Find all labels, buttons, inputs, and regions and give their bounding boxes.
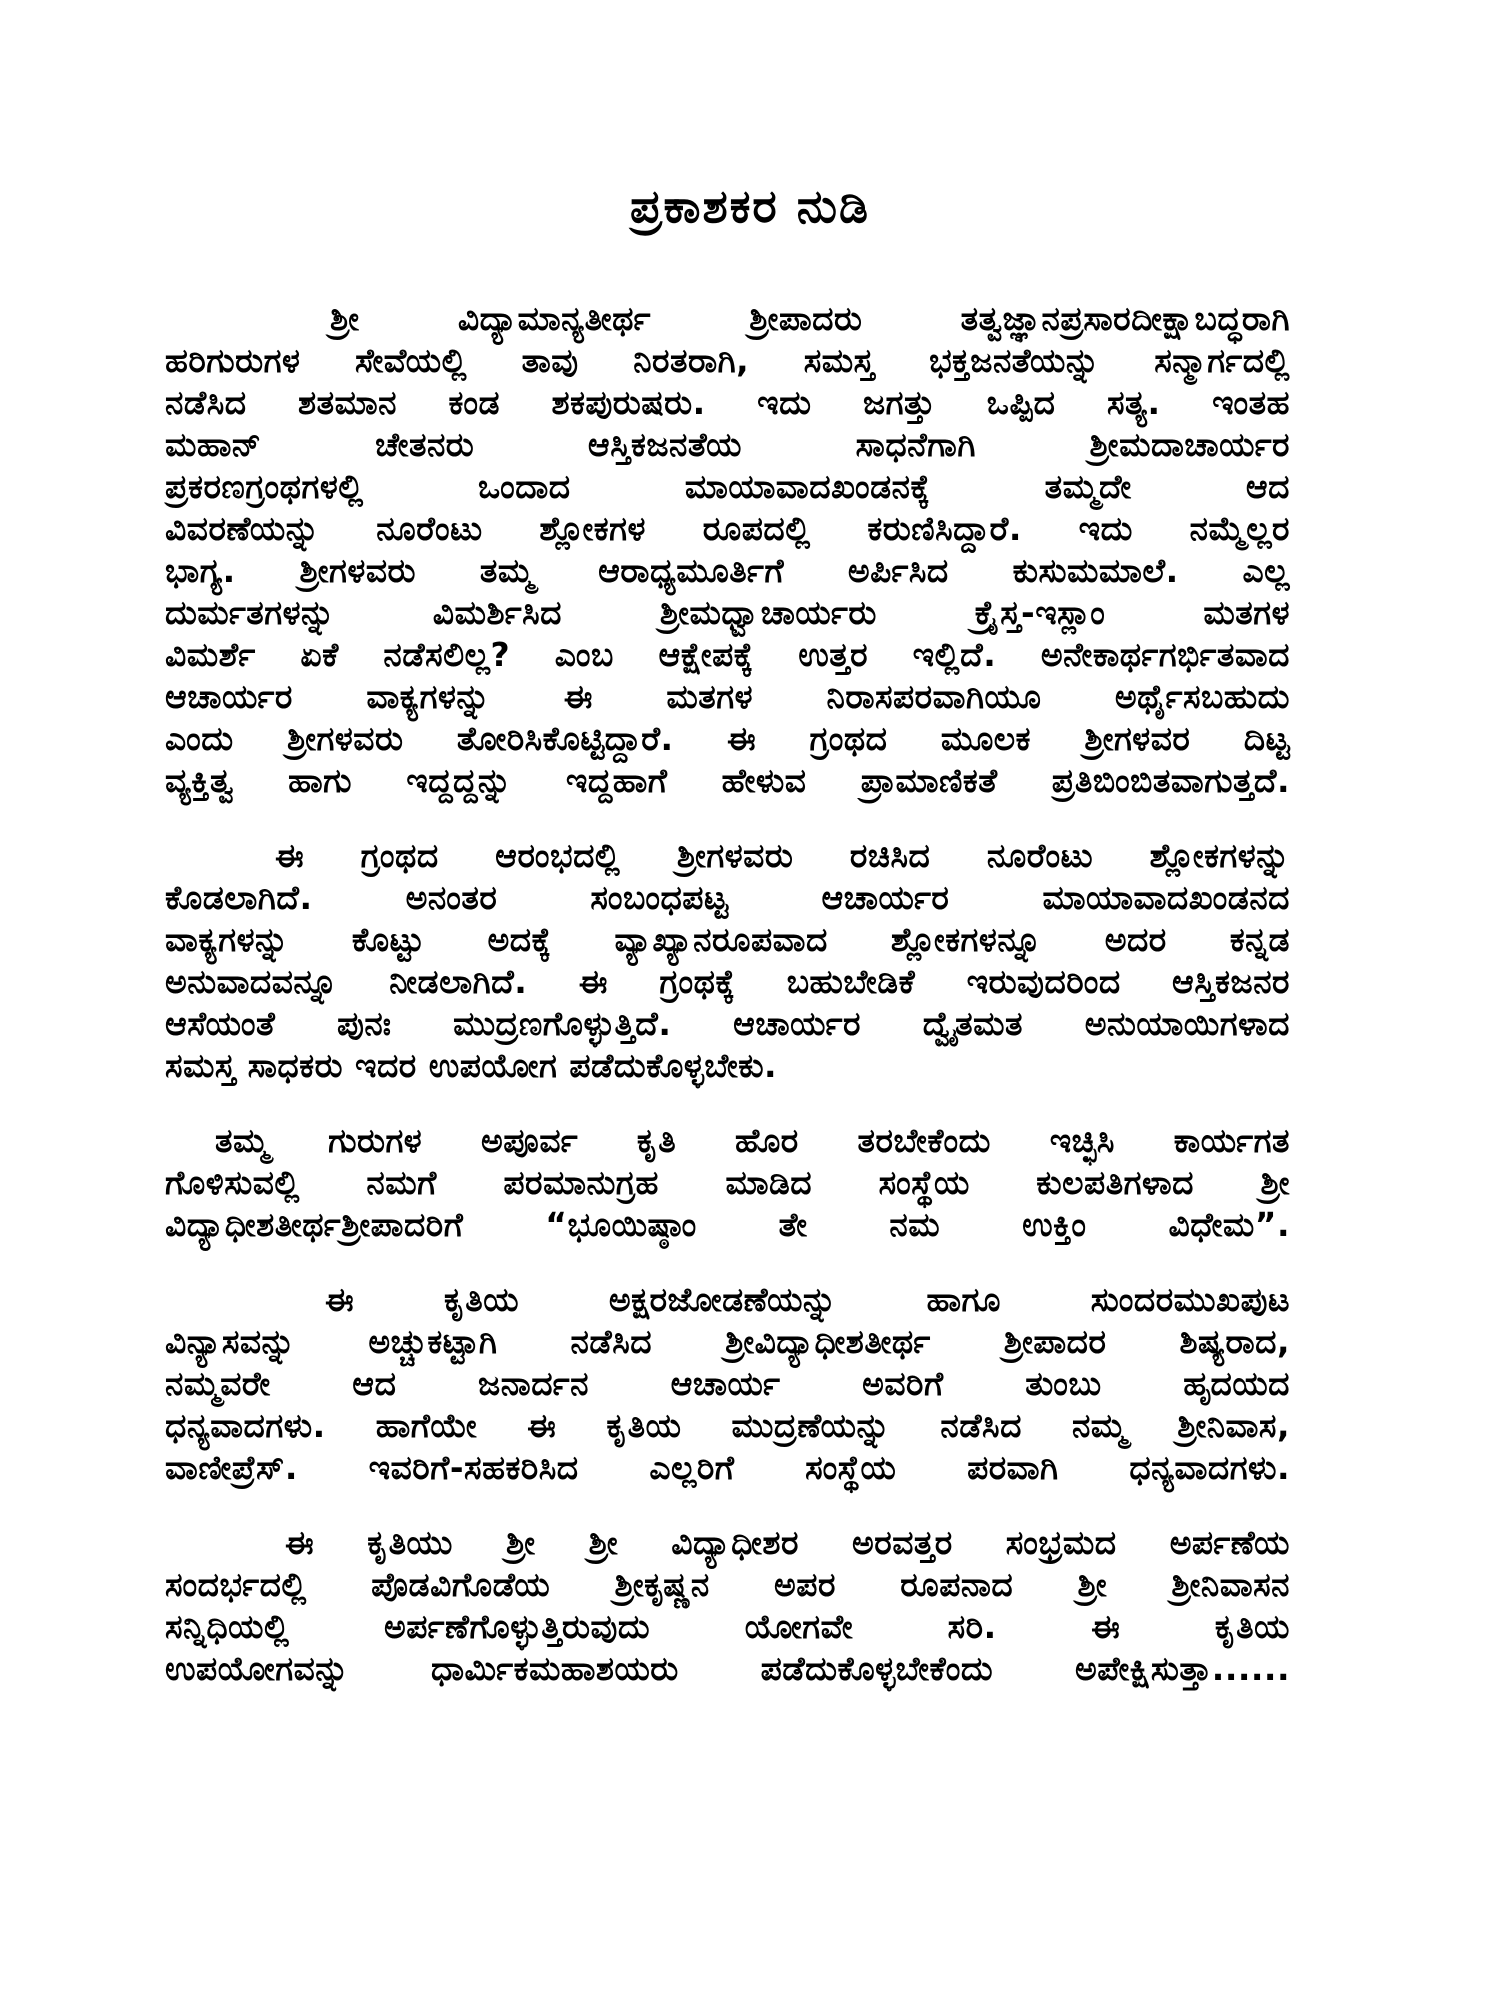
page-title: ಪ್ರಕಾಶಕರ ನುಡಿ	[630, 179, 870, 233]
text-line: ನಮ್ಮವರೇ ಆದ ಜನಾರ್ದನ ಆಚಾರ್ಯ ಅವರಿಗೆ ತುಂಬು ಹೃದಯದ	[165, 1364, 1290, 1403]
paragraph-3	[165, 1120, 1290, 1246]
text-line: ನಡೆಸಿದ ಶತಮಾನ ಕಂಡ ಶಕಪುರುಷರು. ಇದು ಜಗತ್ತು ಒಪ್ಪಿದ ಸತ್ಯ. ಇಂತಹ	[165, 383, 1290, 422]
text-line: ಹರಿಗುರುಗಳ ಸೇವೆಯಲ್ಲಿ ತಾವು ನಿರತರಾಗಿ, ಸಮಸ್ತ ಭಕ್ತಜನತೆಯನ್ನು ಸನ್ಮಾರ್ಗದಲ್ಲಿ	[165, 341, 1290, 380]
text-line: ಶ್ರೀ ವಿದ್ಯಾಮಾನ್ಯತೀರ್ಥ ಶ್ರೀಪಾದರು ತತ್ವಜ್ಞಾನಪ್ರಸಾರದೀಕ್ಷಾಬದ್ಧರಾಗಿ	[330, 299, 1290, 338]
text-line: ತಮ್ಮ ಗುರುಗಳ ಅಪೂರ್ವ ಕೃತಿ ಹೊರ ತರಬೇಕೆಂದು ಇಚ್ಛಿಸಿ ಕಾರ್ಯಗತ	[215, 1121, 1290, 1160]
text-line: ಅನುವಾದವನ್ನೂ ನೀಡಲಾಗಿದೆ. ಈ ಗ್ರಂಥಕ್ಕೆ ಬಹುಬೇಡಿಕೆ ಇರುವುದರಿಂದ ಆಸ್ತಿಕಜನರ	[165, 962, 1290, 1001]
text-line: ವಿವರಣೆಯನ್ನು ನೂರೆಂಟು ಶ್ಲೋಕಗಳ ರೂಪದಲ್ಲಿ ಕರುಣಿಸಿದ್ದಾರೆ. ಇದು ನಮ್ಮೆಲ್ಲರ	[165, 509, 1290, 548]
text-line: ಧನ್ಯವಾದಗಳು. ಹಾಗೆಯೇ ಈ ಕೃತಿಯ ಮುದ್ರಣೆಯನ್ನು ನಡೆಸಿದ ನಮ್ಮ ಶ್ರೀನಿವಾಸ,	[165, 1406, 1290, 1445]
text-line: ಎಂದು ಶ್ರೀಗಳವರು ತೋರಿಸಿಕೊಟ್ಟಿದ್ದಾರೆ. ಈ ಗ್ರಂಥದ ಮೂಲಕ ಶ್ರೀಗಳವರ ದಿಟ್ಟ	[165, 719, 1290, 758]
text-line: ಮಹಾನ್ ಚೇತನರು ಆಸ್ತಿಕಜನತೆಯ ಸಾಧನೆಗಾಗಿ ಶ್ರೀಮದಾಚಾರ್ಯರ	[165, 425, 1290, 464]
text-line: ಪ್ರಕರಣಗ್ರಂಥಗಳಲ್ಲಿ ಒಂದಾದ ಮಾಯಾವಾದಖಂಡನಕ್ಕೆ ತಮ್ಮದೇ ಆದ	[165, 467, 1290, 506]
text-line: ಸನ್ನಿಧಿಯಲ್ಲಿ ಅರ್ಪಣೆಗೊಳ್ಳುತ್ತಿರುವುದು ಯೋಗವೇ ಸರಿ. ಈ ಕೃತಿಯ	[165, 1607, 1290, 1646]
paragraph-4	[165, 1279, 1290, 1489]
text-line: ಈ ಗ್ರಂಥದ ಆರಂಭದಲ್ಲಿ ಶ್ರೀಗಳವರು ರಚಿಸಿದ ನೂರೆಂಟು ಶ್ಲೋಕಗಳನ್ನು	[275, 836, 1290, 875]
paragraph-5	[165, 1522, 1290, 1690]
paragraph-1	[165, 298, 1290, 802]
text-line: ಕೊಡಲಾಗಿದೆ. ಅನಂತರ ಸಂಬಂಧಪಟ್ಟ ಆಚಾರ್ಯರ ಮಾಯಾವಾದಖಂಡನದ	[165, 878, 1290, 917]
text-line: ವಾಕ್ಯಗಳನ್ನು ಕೊಟ್ಟು ಅದಕ್ಕೆ ವ್ಯಾಖ್ಯಾನರೂಪವಾದ ಶ್ಲೋಕಗಳನ್ನೂ ಅದರ ಕನ್ನಡ	[165, 920, 1290, 959]
text-line: ವ್ಯಕ್ತಿತ್ವ ಹಾಗು ಇದ್ದದ್ದನ್ನು ಇದ್ದಹಾಗೆ ಹೇಳುವ ಪ್ರಾಮಾಣಿಕತೆ ಪ್ರತಿಬಿಂಬಿತವಾಗುತ್ತದೆ.	[165, 761, 1290, 800]
text-line: ವಾಣೀಪ್ರೆಸ್. ಇವರಿಗೆ-ಸಹಕರಿಸಿದ ಎಲ್ಲರಿಗೆ ಸಂಸ್ಥೆಯ ಪರವಾಗಿ ಧನ್ಯವಾದಗಳು.	[165, 1448, 1290, 1487]
text-line: ವಿನ್ಯಾಸವನ್ನು ಅಚ್ಚುಕಟ್ಟಾಗಿ ನಡೆಸಿದ ಶ್ರೀವಿದ್ಯಾಧೀಶತೀರ್ಥ ಶ್ರೀಪಾದರ ಶಿಷ್ಯರಾದ,	[165, 1322, 1290, 1361]
text-line: ಆಚಾರ್ಯರ ವಾಕ್ಯಗಳನ್ನು ಈ ಮತಗಳ ನಿರಾಸಪರವಾಗಿಯೂ ಅರ್ಥೈಸಬಹುದು	[165, 677, 1290, 716]
paragraph-2	[165, 835, 1290, 1087]
text-line: ವಿಮರ್ಶೆ ಏಕೆ ನಡೆಸಲಿಲ್ಲ? ಎಂಬ ಆಕ್ಷೇಪಕ್ಕೆ ಉತ್ತರ ಇಲ್ಲಿದೆ. ಅನೇಕಾರ್ಥಗರ್ಭಿತವಾದ	[165, 635, 1290, 674]
text-line: ದುರ್ಮತಗಳನ್ನು ವಿಮರ್ಶಿಸಿದ ಶ್ರೀಮಧ್ವಾಚಾರ್ಯರು ಕ್ರೈಸ್ತ-ಇಸ್ಲಾಂ ಮತಗಳ	[165, 593, 1290, 632]
body-text	[165, 298, 1290, 1723]
text-line: ವಿದ್ಯಾಧೀಶತೀರ್ಥಶ್ರೀಪಾದರಿಗೆ “ಭೂಯಿಷ್ಠಾಂ ತೇ ನಮ ಉಕ್ತಿಂ ವಿಧೇಮ”.	[165, 1205, 1290, 1244]
text-line: ಆಸೆಯಂತೆ ಪುನಃ ಮುದ್ರಣಗೊಳ್ಳುತ್ತಿದೆ. ಆಚಾರ್ಯರ ದ್ವೈತಮತ ಅನುಯಾಯಿಗಳಾದ	[165, 1004, 1290, 1043]
text-line: ಸಮಸ್ತ ಸಾಧಕರು ಇದರ ಉಪಯೋಗ ಪಡೆದುಕೊಳ್ಳಬೇಕು.	[165, 1046, 778, 1085]
text-line: ಭಾಗ್ಯ. ಶ್ರೀಗಳವರು ತಮ್ಮ ಆರಾಧ್ಯಮೂರ್ತಿಗೆ ಅರ್ಪಿಸಿದ ಕುಸುಮಮಾಲೆ. ಎಲ್ಲ	[165, 551, 1290, 590]
text-line: ಉಪಯೋಗವನ್ನು ಧಾರ್ಮಿಕಮಹಾಶಯರು ಪಡೆದುಕೊಳ್ಳಬೇಕೆಂದು ಅಪೇಕ್ಷಿಸುತ್ತಾ......	[165, 1649, 1290, 1688]
text-line: ಸಂದರ್ಭದಲ್ಲಿ ಪೊಡವಿಗೊಡೆಯ ಶ್ರೀಕೃಷ್ಣನ ಅಪರ ರೂಪನಾದ ಶ್ರೀ ಶ್ರೀನಿವಾಸನ	[165, 1565, 1290, 1604]
text-line: ಈ ಕೃತಿಯ ಅಕ್ಷರಜೋಡಣೆಯನ್ನು ಹಾಗೂ ಸುಂದರಮುಖಪುಟ	[325, 1280, 1290, 1319]
text-line: ಗೊಳಿಸುವಲ್ಲಿ ನಮಗೆ ಪರಮಾನುಗ್ರಹ ಮಾಡಿದ ಸಂಸ್ಥೆಯ ಕುಲಪತಿಗಳಾದ ಶ್ರೀ	[165, 1163, 1290, 1202]
text-line: ಈ ಕೃತಿಯು ಶ್ರೀ ಶ್ರೀ ವಿದ್ಯಾಧೀಶರ ಅರವತ್ತರ ಸಂಭ್ರಮದ ಅರ್ಪಣೆಯ	[285, 1523, 1290, 1562]
